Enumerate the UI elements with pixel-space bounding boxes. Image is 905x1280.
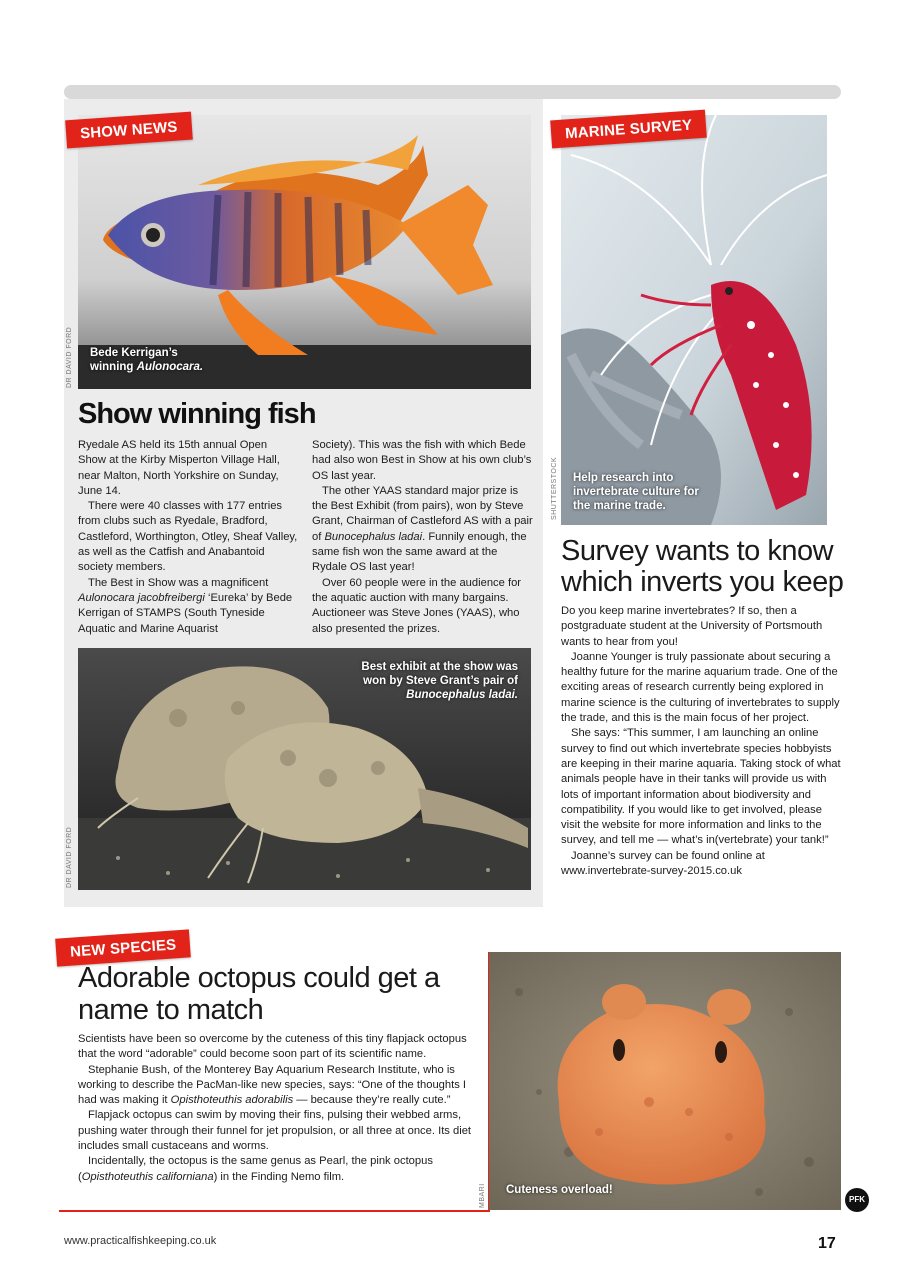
show-news-column-1 [78,438,298,637]
show-news-column-2 [312,438,534,637]
marine-survey-text [561,604,841,879]
cleaner-shrimp-photo [561,115,827,525]
caption-line: Bunocephalus ladai. [406,689,518,701]
caption-line: the marine trade. [573,500,666,512]
paragraph: Do you keep marine invertebrates? If so, then a postgraduate student at the University of Portsmouth wants to hear from you! [561,605,823,648]
caption-line: Best exhibit at the show was [361,661,518,673]
photo-caption [90,346,203,374]
photo-caption: Cuteness overload! [506,1184,613,1196]
headline-octopus: Adorable octopus could get a name to match [78,962,440,1026]
caption-line: winning Aulonocara. [90,361,204,373]
new-species-text [78,1032,478,1185]
caption-line: won by Steve Grant’s pair of [363,675,518,687]
paragraph: Society). This was the fish with which Bede had also won Best in Show at his own club’s OS last year. [312,439,532,482]
pfk-logo: PFK [845,1188,869,1212]
section-tag-show-news: SHOW NEWS [65,112,192,149]
photo-credit: SHUTTERSTOCK [551,456,558,520]
top-bar [64,85,841,99]
headline-show-winning: Show winning fish [78,398,316,430]
paragraph: Scientists have been so overcome by the cuteness of this tiny flapjack octopus that the word “adorable” could become soon part of its scientific name. [78,1033,467,1061]
photo-credit: DR DAVID FORD [66,826,73,888]
paragraph: Over 60 people were in the audience for the aquatic auction with many bargains. Auctioneer was Steve Jones (YAAS), who also presented the prizes. [312,576,522,635]
paragraph: She says: “This summer, I am launching an online survey to find out which invertebrate species hobbyists are keeping in their marine aquaria. Taking stock of what animals people have in their tanks will provide us with lots of important information about biodiversity and compatibility. If you would like to get involved, please visit the website for more information and links to the survey, and tell me — what’s in(vertebrate) your tank!” [561,727,841,847]
photo-caption [573,471,699,513]
photo-caption [338,660,518,702]
caption-line: Help research into [573,472,674,484]
paragraph: The other YAAS standard major prize is the Best Exhibit (from pairs), won by Steve Grant, Chairman of Castleford AS with a pair of Bunocephalus ladai. Funnily enough, the same fish won the same award at the Rydale OS last year! [312,484,533,574]
paragraph: Incidentally, the octopus is the same genus as Pearl, the pink octopus (Opisthoteuthis californiana) in the Finding Nemo film. [78,1155,433,1183]
paragraph: Stephanie Bush, of the Monterey Bay Aquarium Research Institute, who is working to describe the PacMan-like new species, says: “One of the thoughts I had was making it Opisthoteuthis adorabilis — because they’re really cute.” [78,1063,467,1107]
section-tag-new-species: NEW SPECIES [55,929,191,966]
paragraph: Joanne’s survey can be found online at www.invertebrate-survey-2015.co.uk [561,849,765,878]
footer-url[interactable]: www.practicalfishkeeping.co.uk [64,1235,217,1247]
photo-credit: DR DAVID FORD [66,326,73,388]
caption-line: invertebrate culture for [573,486,699,498]
paragraph: Ryedale AS held its 15th annual Open Show at the Kirby Misperton Village Hall, near Malton, North Yorkshire on Sunday, June 14. [78,439,280,497]
photo-credit: MBARI [479,1183,486,1208]
page-number: 17 [818,1235,836,1252]
paragraph: There were 40 classes with 177 entries from clubs such as Ryedale, Bradford, Castleford, Worthington, Otley, Sheaf Valley, as well as the Catfish and Anabantoid society members. [78,500,298,574]
flapjack-octopus-photo [489,952,841,1210]
paragraph: Joanne Younger is truly passionate about securing a healthy future for the marine aquarium trade. One of the exciting areas of research currently being explored in marine science is the culturing of invertebrates to supply the trade, and this is the main focus of her project. [561,650,840,725]
headline-survey: Survey wants to know which inverts you keep [561,535,844,598]
caption-line: Bede Kerrigan’s [90,347,178,359]
paragraph: The Best in Show was a magnificent Aulonocara jacobfreibergi ‘Eureka’ by Bede Kerrigan of STAMPS (South Tyneside Aquatic and Marine Aquarist [78,576,293,635]
section-tag-marine-survey: MARINE SURVEY [550,110,707,149]
paragraph: Flapjack octopus can swim by moving their fins, pulsing their webbed arms, pushing water through their funnel for jet propulsion, or all three at once. Its diet includes small custaceans and worms. [78,1109,472,1153]
